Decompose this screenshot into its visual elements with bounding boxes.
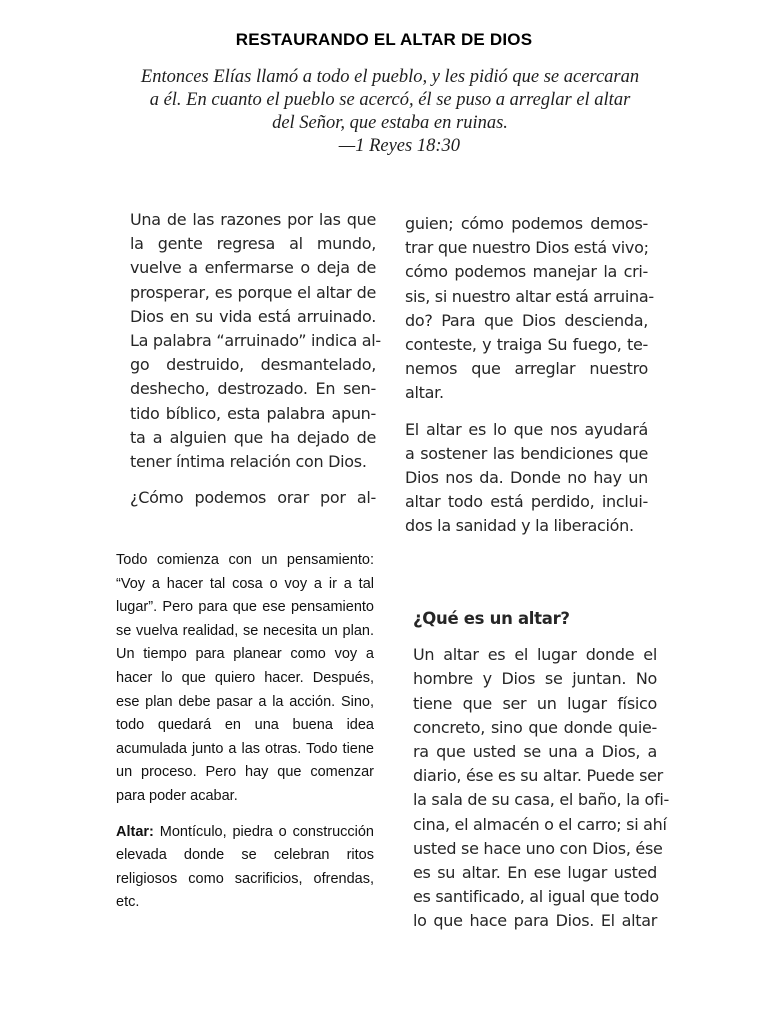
text-line: diario, ése es su altar. Puede ser <box>413 766 663 786</box>
text-line: usted se hace uno con Dios, ése <box>413 838 663 858</box>
text-line: lo que hace para Dios. El altar <box>413 911 657 931</box>
typed-notes <box>116 549 374 927</box>
text-line: sis, si nuestro altar está arruina- <box>405 286 654 306</box>
text-line: la gente regresa al mundo, <box>130 234 376 254</box>
text-line: guien; cómo podemos demos- <box>405 214 648 233</box>
text-line: ¿Cómo podemos orar por al- <box>130 488 376 508</box>
text-line: conteste, y traiga Su fuego, te- <box>405 335 648 355</box>
scan-column-right-bottom <box>413 607 669 934</box>
text-line: es su altar. En ese lugar usted <box>413 863 657 883</box>
scan-column-left <box>130 208 381 522</box>
epigraph-line: a él. En cuanto el pueblo se acercó, él se puso a arreglar el altar <box>149 90 631 110</box>
text-line: Dios nos da. Donde no hay un <box>405 468 648 488</box>
text-line: altar todo está perdido, inclui- <box>405 492 648 512</box>
text-line: El altar es lo que nos ayudará <box>405 419 648 439</box>
text-line: La palabra “arruinado” indica al- <box>130 331 381 351</box>
text-line: go destruido, desmantelado, <box>130 355 376 375</box>
text-line: do? Para que Dios descienda, <box>405 310 648 330</box>
epigraph-line: Entonces Elías llamó a todo el pueblo, y les pidió que se acercaran <box>140 67 640 87</box>
epigraph-quote <box>120 66 660 158</box>
text-line: vuelve a enfermarse o deja de <box>130 258 376 278</box>
text-line: concreto, sino que donde quie- <box>413 717 657 737</box>
text-line: cina, el almacén o el carro; si ahí <box>413 814 667 834</box>
text-line: altar. <box>405 383 444 403</box>
scan-paragraph <box>405 212 654 406</box>
text-line: prosperar, es porque el altar de <box>130 282 376 302</box>
definition-text: Montículo, piedra o construcción elevada donde se celebran ritos religiosos como sacrificios, ofrendas, etc. <box>116 823 374 911</box>
text-line: Dios en su vida está arruinado. <box>130 306 376 326</box>
epigraph-line: del Señor, que estaba en ruinas. <box>272 113 508 133</box>
section-heading: ¿Qué es un altar? <box>413 609 570 628</box>
text-line: ra que usted se una a Dios, a <box>413 742 657 762</box>
page-title: RESTAURANDO EL ALTAR DE DIOS <box>235 30 533 49</box>
text-line: la sala de su casa, el baño, la ofi- <box>413 790 669 810</box>
scan-paragraph <box>130 486 376 510</box>
text-line: nemos que arreglar nuestro <box>405 359 648 379</box>
text-line: ta a alguien que ha dejado de <box>130 427 376 447</box>
epigraph-reference: —1 Reyes 18:30 <box>338 136 460 156</box>
text-line: es santificado, al igual que todo <box>413 887 659 907</box>
text-line: cómo podemos manejar la cri- <box>405 262 648 282</box>
notes-paragraph: Todo comienza con un pensamiento: “Voy a hacer tal cosa o voy a ir a tal lugar”. Pero para que ese pensamiento se vuelva realidad, se necesita un plan. Un tiempo para planear como voy a hacer lo que quiero hacer. Después, ese plan debe pasar a la acción. Sino, todo quedará en una buena idea acumulada junto a las otras. Todo tiene un proceso. Pero hay que comenzar para poder acabar. <box>116 552 374 804</box>
text-line: tido bíblico, esta palabra apun- <box>130 403 376 423</box>
text-line: dos la sanidad y la liberación. <box>405 516 634 536</box>
definition-term: Altar: <box>116 823 154 840</box>
scan-column-right <box>405 212 654 551</box>
text-line: trar que nuestro Dios está vivo; <box>405 238 649 258</box>
text-line: hombre y Dios se juntan. No <box>413 669 657 689</box>
scan-paragraph <box>405 418 648 539</box>
definition-paragraph <box>116 821 374 915</box>
scan-paragraph <box>130 208 381 474</box>
text-line: a sostener las bendiciones que <box>405 443 648 463</box>
text-line: Una de las razones por las que <box>130 210 376 229</box>
text-line: deshecho, destrozado. En sen- <box>130 379 376 399</box>
text-line: tener íntima relación con Dios. <box>130 452 367 472</box>
text-line: tiene que ser un lugar físico <box>413 693 657 713</box>
text-line: Un altar es el lugar donde el <box>413 645 657 665</box>
